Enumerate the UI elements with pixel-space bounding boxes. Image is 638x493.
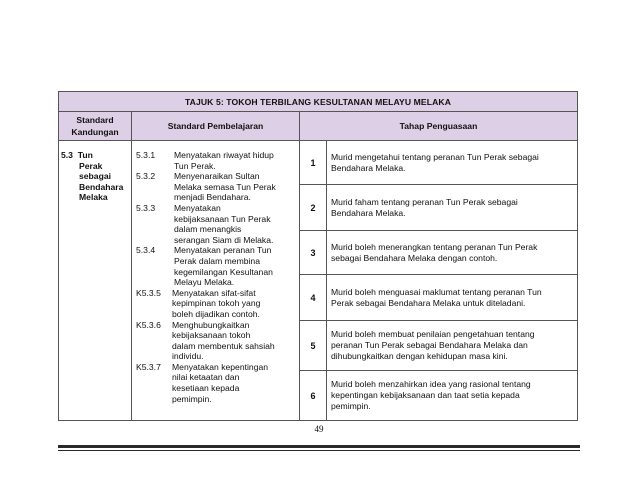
learning-standard-item bbox=[136, 150, 299, 171]
level-description-line: Murid mengetahui tentang peranan Tun Perak sebagai bbox=[331, 151, 539, 162]
learning-standard-line: Menghubungkaitkan bbox=[172, 319, 250, 330]
learning-standard-line: kesetiaan kepada bbox=[172, 383, 240, 394]
learning-standard-text bbox=[172, 320, 299, 362]
header-standard-kandungan-line: Standard bbox=[76, 115, 114, 125]
curriculum-table bbox=[58, 91, 578, 421]
header-tahap-penguasaan: Tahap Penguasaan bbox=[300, 112, 578, 141]
learning-standard-line: kepimpinan tokoh yang bbox=[172, 298, 261, 309]
level-number: 4 bbox=[300, 275, 327, 321]
learning-standard-line: Menyatakan sifat-sifat bbox=[172, 287, 256, 298]
learning-standard-code: K5.3.5 bbox=[136, 287, 161, 298]
learning-standard-line: Melayu Melaka. bbox=[174, 277, 235, 288]
learning-standard-code: K5.3.7 bbox=[136, 361, 161, 372]
learning-standard-item bbox=[136, 288, 299, 320]
level-number: 1 bbox=[300, 141, 327, 185]
level-description bbox=[327, 185, 578, 231]
level-description bbox=[327, 371, 578, 421]
level-description-line: Bendahara Melaka. bbox=[331, 207, 406, 218]
level-description-line: Murid boleh membuat penilaian pengetahuan tentang bbox=[331, 329, 535, 340]
level-number: 3 bbox=[300, 231, 327, 275]
level-description-line: sebagai Bendahara Melaka dengan contoh. bbox=[331, 252, 498, 263]
learning-standard-code: K5.3.6 bbox=[136, 319, 161, 330]
learning-standard-text bbox=[174, 150, 299, 171]
footer-rule-thick bbox=[58, 445, 580, 448]
header-standard-pembelajaran: Standard Pembelajaran bbox=[132, 112, 300, 141]
level-number: 6 bbox=[300, 371, 327, 421]
level-number: 5 bbox=[300, 321, 327, 371]
standard-kandungan-text: Perak bbox=[79, 160, 103, 171]
learning-standard-line: Menyatakan kepentingan bbox=[172, 361, 269, 372]
learning-standard-item bbox=[136, 245, 299, 287]
learning-standard-line: nilai ketaatan dan bbox=[172, 372, 240, 383]
learning-standard-line: pemimpin. bbox=[172, 393, 212, 404]
learning-standard-line: individu. bbox=[172, 351, 204, 362]
learning-standard-line: Menyenaraikan Sultan bbox=[174, 171, 260, 182]
level-description-line: Murid faham tentang peranan Tun Perak sebagai bbox=[331, 196, 518, 207]
level-description-line: Murid boleh menzahirkan idea yang rasional tentang bbox=[331, 379, 531, 390]
learning-standard-text bbox=[174, 245, 299, 287]
header-standard-kandungan-line: Kandungan bbox=[71, 127, 119, 137]
learning-standard-code: 5.3.2 bbox=[136, 171, 156, 182]
table-header-row bbox=[59, 112, 578, 141]
level-description-line: peranan Tun Perak sebagai Bendahara Melaka dan bbox=[331, 340, 528, 351]
level-description-line: Bendahara Melaka. bbox=[331, 162, 406, 173]
learning-standard-code: 5.3.4 bbox=[136, 245, 156, 256]
learning-standard-line: Menyatakan peranan Tun bbox=[174, 245, 272, 256]
learning-standard-line: Perak dalam membina bbox=[174, 255, 260, 266]
table-title-row bbox=[59, 92, 578, 112]
standard-kandungan-number: 5.3 bbox=[61, 150, 73, 160]
level-description bbox=[327, 321, 578, 371]
header-standard-kandungan bbox=[59, 112, 132, 141]
learning-standard-text bbox=[172, 288, 299, 320]
learning-standard-text bbox=[174, 171, 299, 203]
standard-kandungan-text: Bendahara bbox=[79, 181, 124, 192]
learning-standard-line: kebijaksanaan Tun Perak bbox=[174, 213, 271, 224]
level-description-line: pemimpin. bbox=[331, 400, 371, 411]
learning-standard-line: boleh dijadikan contoh. bbox=[172, 308, 260, 319]
learning-standard-item bbox=[136, 203, 299, 245]
learning-standard-line: dalam membentuk sahsiah bbox=[172, 340, 275, 351]
learning-standard-line: menjadi Bendahara. bbox=[174, 192, 251, 203]
learning-standard-line: Menyatakan riwayat hidup bbox=[174, 150, 274, 160]
learning-standard-line: kebijaksanaan tokoh bbox=[172, 330, 251, 341]
learning-standard-text bbox=[174, 203, 299, 245]
learning-standard-item bbox=[136, 362, 299, 404]
standard-kandungan-text: sebagai bbox=[79, 171, 112, 181]
page-number: 49 bbox=[314, 424, 324, 434]
level-number: 2 bbox=[300, 185, 327, 231]
level-description bbox=[327, 231, 578, 275]
table-title: TAJUK 5: TOKOH TERBILANG KESULTANAN MELAYU MELAKA bbox=[59, 92, 578, 112]
standard-pembelajaran-cell bbox=[132, 141, 300, 421]
learning-standard-line: serangan Siam di Melaka. bbox=[174, 234, 274, 245]
level-description-line: Murid boleh menguasai maklumat tentang peranan Tun bbox=[331, 286, 542, 297]
level-description-line: dihubungkaitkan dengan kehidupan masa kini. bbox=[331, 350, 508, 361]
learning-standard-line: Melaka semasa Tun Perak bbox=[174, 181, 276, 192]
level-description-line: Murid boleh menerangkan tentang peranan Tun Perak bbox=[331, 241, 538, 252]
learning-standard-item bbox=[136, 320, 299, 362]
learning-standard-item bbox=[136, 171, 299, 203]
footer-rule-thin bbox=[58, 450, 580, 451]
table-row bbox=[59, 141, 578, 185]
standard-kandungan-text: Tun bbox=[77, 150, 93, 160]
learning-standard-text bbox=[172, 362, 299, 404]
learning-standard-code: 5.3.1 bbox=[136, 150, 156, 160]
learning-standard-line: kegemilangan Kesultanan bbox=[174, 266, 273, 277]
level-description bbox=[327, 275, 578, 321]
standard-kandungan-cell bbox=[59, 141, 132, 421]
standard-kandungan-first-line bbox=[61, 150, 131, 161]
level-description-line: Perak sebagai Bendahara Melaka untuk diteladani. bbox=[331, 297, 526, 308]
learning-standard-code: 5.3.3 bbox=[136, 202, 156, 213]
level-description bbox=[327, 141, 578, 185]
level-description-line: kepentingan kebijaksanaan dan taat setia kepada bbox=[331, 390, 520, 401]
learning-standard-line: Tun Perak. bbox=[174, 160, 216, 171]
learning-standard-line: dalam menangkis bbox=[174, 224, 242, 235]
learning-standard-line: Menyatakan bbox=[174, 202, 221, 213]
standard-kandungan-text: Melaka bbox=[79, 192, 108, 202]
